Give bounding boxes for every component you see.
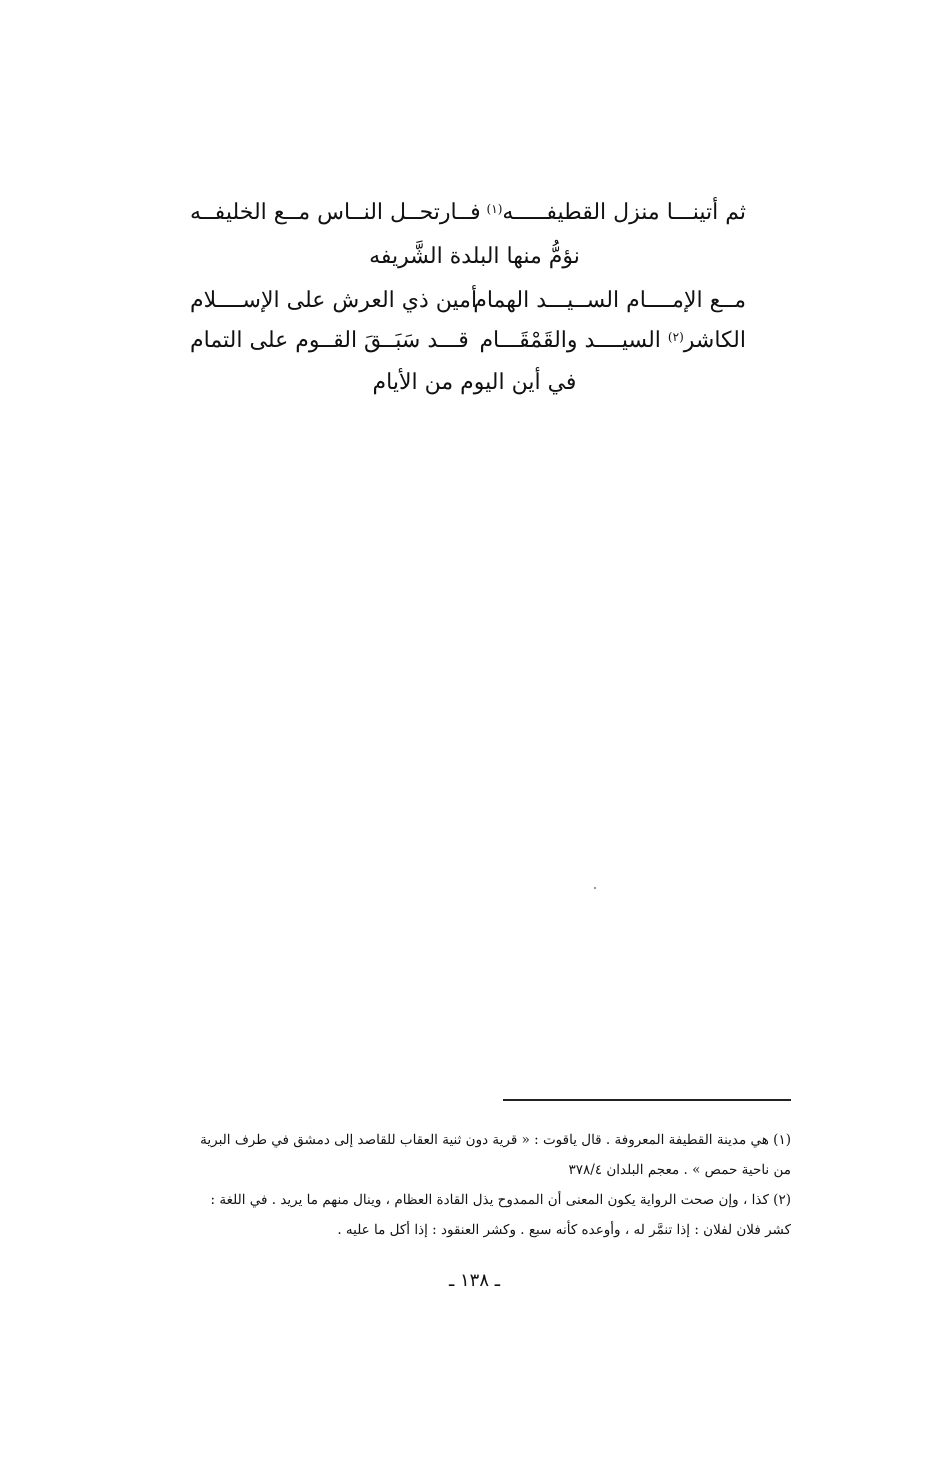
verse-4 xyxy=(190,326,746,358)
footnote-2-line-2: كشر فلان لفلان : إذا تنمَّر له ، وأوعده كأنه سبع . وكشر العنقود : إذا أكل ما عليه . xyxy=(337,1222,791,1238)
verse-2-single-line: نؤمُّ منها البلدة الشَّريفه xyxy=(369,244,580,269)
verse-1-right-text: ثم أتينـــا منزل القطيفـــــه xyxy=(502,200,746,225)
verse-1-right-hemistich xyxy=(487,198,746,228)
verse-3 xyxy=(190,286,746,318)
verse-1-left-hemistich: فــارتحــل النــاس مــع الخليفــه xyxy=(190,200,481,225)
footnote-2-line-1: (٢) كذا ، وإن صحت الرواية يكون المعنى أن الممدوح يذل القادة العظام ، وينال منهم ما يريد . في اللغة : xyxy=(210,1192,791,1208)
footnote-separator xyxy=(503,1099,791,1101)
page-number: ـ ١٣٨ ـ xyxy=(448,1270,500,1291)
verse-4-left-hemistich: قـــد سَبَــقَ القــوم على التمام xyxy=(190,328,469,353)
footnote-1-line-1: (١) هي مدينة القطيفة المعروفة . قال ياقوت : « قرية دون ثنية العقاب للقاصد إلى دمشق في طرف البرية xyxy=(200,1132,791,1148)
footnote-ref-1: (١) xyxy=(486,202,503,216)
footnote-1-line-2: من ناحية حمص » . معجم البلدان ٣٧٨/٤ xyxy=(568,1162,791,1178)
scan-speck xyxy=(594,887,596,889)
verse-4-right-hemistich xyxy=(479,326,746,356)
verse-1 xyxy=(190,198,746,230)
verse-4-right-rest: السيــــد والقَمْقَـــام xyxy=(479,328,668,353)
verse-3-left-hemistich: أمين ذي العرش على الإســــلام xyxy=(190,288,478,313)
verse-3-right-hemistich: مــع الإمــــام الســيـــد الهمام xyxy=(473,288,746,313)
footnotes xyxy=(115,1125,791,1245)
footnote-ref-2: (٢) xyxy=(667,330,684,344)
verse-4-right-text: الكاشر xyxy=(683,328,746,353)
verse-5-single-line: في أين اليوم من الأيام xyxy=(372,370,577,395)
